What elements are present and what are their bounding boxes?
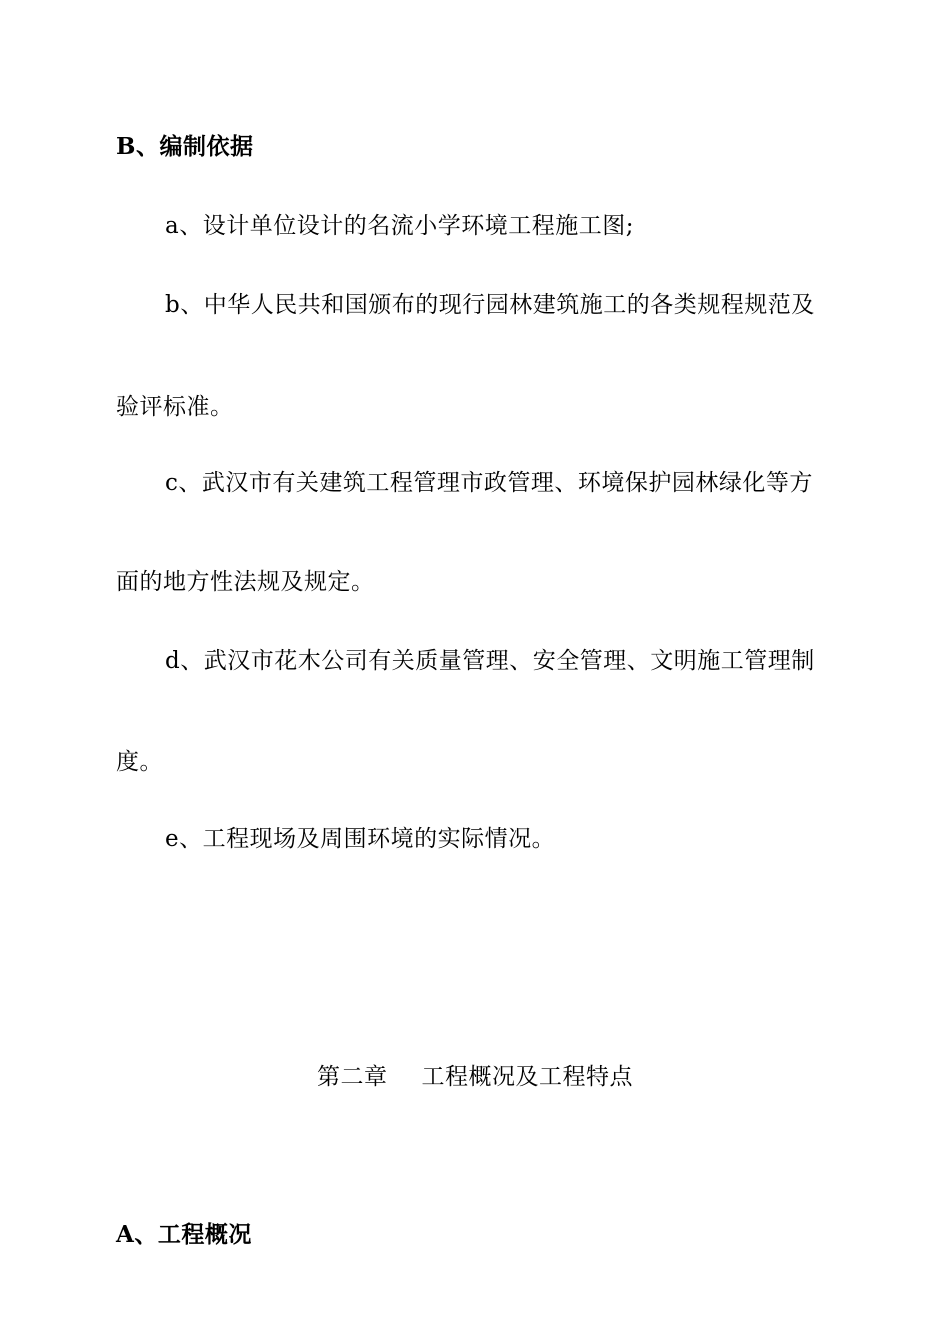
basis-item-e: e、工程现场及周围环境的实际情况。 xyxy=(165,826,556,852)
basis-item-a: a、设计单位设计的名流小学环境工程施工图; xyxy=(165,213,634,239)
section-b-heading: B、编制依据 xyxy=(116,133,254,160)
basis-item-b-line1: b、中华人民共和国颁布的现行园林建筑施工的各类规程规范及 xyxy=(165,292,815,318)
section-a-heading: A、工程概况 xyxy=(116,1221,252,1248)
chapter-number: 第二章 xyxy=(317,1064,388,1090)
basis-item-c-line2: 面的地方性法规及规定。 xyxy=(116,569,375,595)
basis-item-d-line2: 度。 xyxy=(116,749,163,775)
basis-item-b-line2: 验评标准。 xyxy=(116,394,234,420)
chapter-name: 工程概况及工程特点 xyxy=(421,1064,633,1090)
basis-item-c-line1: c、武汉市有关建筑工程管理市政管理、环境保护园林绿化等方 xyxy=(165,470,813,496)
chapter-title xyxy=(0,1062,950,1092)
basis-item-d-line1: d、武汉市花木公司有关质量管理、安全管理、文明施工管理制 xyxy=(165,648,815,674)
